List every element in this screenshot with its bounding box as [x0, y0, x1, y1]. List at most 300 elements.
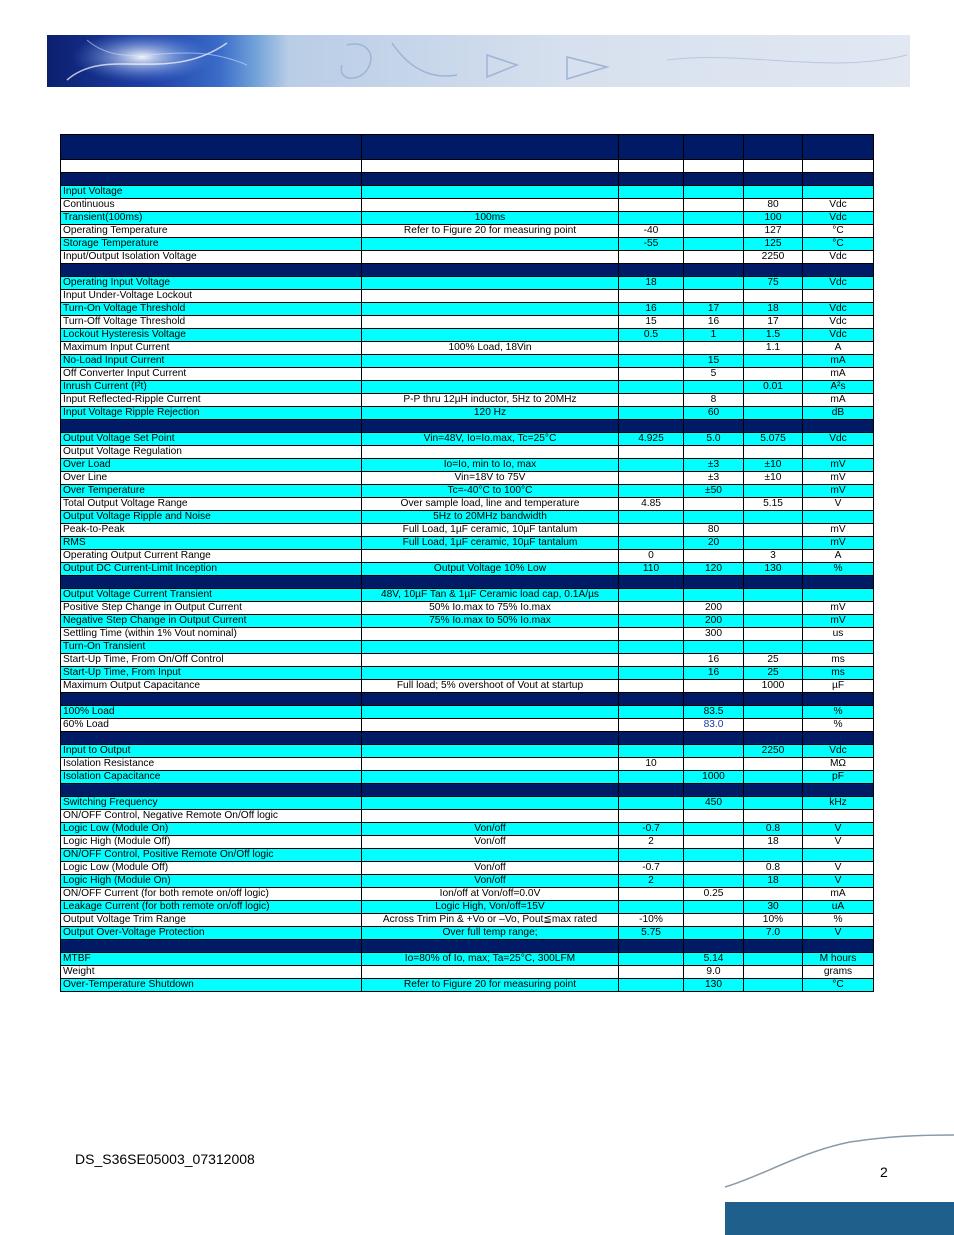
cell-param: Logic High (Module Off) [61, 836, 362, 849]
cell-param: Turn-On Transient [61, 641, 362, 654]
cell-param: Continuous [61, 199, 362, 212]
cell-min [619, 420, 684, 433]
cell-typ [684, 498, 744, 511]
cell-cond [362, 186, 619, 199]
cell-typ [684, 849, 744, 862]
cell-cond: Von/off [362, 875, 619, 888]
cell-max [744, 589, 803, 602]
cell-cond: P-P thru 12µH inductor, 5Hz to 20MHz [362, 394, 619, 407]
cell-min [619, 849, 684, 862]
cell-typ [684, 693, 744, 706]
cell-max: 18 [744, 836, 803, 849]
cell-unit: V [803, 927, 874, 940]
cell-max: 5.075 [744, 433, 803, 446]
cell-typ [684, 875, 744, 888]
cell-param: Isolation Capacitance [61, 771, 362, 784]
cell-typ: ±50 [684, 485, 744, 498]
cell-unit: mA [803, 394, 874, 407]
cell-cond: Io=Io, min to Io, max [362, 459, 619, 472]
banner-graphic [47, 35, 910, 87]
cell-unit [803, 511, 874, 524]
section-header-row [61, 420, 874, 433]
cell-typ [684, 550, 744, 563]
cell-min [619, 693, 684, 706]
cell-min [619, 797, 684, 810]
cell-unit: Vdc [803, 303, 874, 316]
cell-unit [803, 732, 874, 745]
cell-min [619, 290, 684, 303]
cell-unit: M hours [803, 953, 874, 966]
cell-max [744, 576, 803, 589]
cell-min [619, 667, 684, 680]
cell-param: Peak-to-Peak [61, 524, 362, 537]
table-row [61, 615, 874, 628]
table-row [61, 303, 874, 316]
table-row [61, 875, 874, 888]
cell-unit: mV [803, 485, 874, 498]
cell-typ [684, 173, 744, 186]
cell-cond [362, 251, 619, 264]
footer-wave-graphic [720, 1132, 954, 1235]
cell-cond [362, 135, 619, 160]
cell-max [744, 732, 803, 745]
table-row [61, 537, 874, 550]
table-row [61, 589, 874, 602]
cell-param: Input Voltage Ripple Rejection [61, 407, 362, 420]
table-row [61, 953, 874, 966]
cell-typ: 200 [684, 615, 744, 628]
cell-min: -40 [619, 225, 684, 238]
section-header-row [61, 732, 874, 745]
cell-cond: Over full temp range; [362, 927, 619, 940]
cell-min [619, 186, 684, 199]
cell-unit: kHz [803, 797, 874, 810]
cell-max: 25 [744, 654, 803, 667]
cell-typ: 200 [684, 602, 744, 615]
cell-unit: Vdc [803, 212, 874, 225]
table-row [61, 771, 874, 784]
cell-min: 4.925 [619, 433, 684, 446]
header-banner [47, 35, 910, 87]
cell-cond [362, 303, 619, 316]
cell-unit: dB [803, 407, 874, 420]
cell-unit: V [803, 823, 874, 836]
page-number: 2 [880, 1164, 888, 1180]
cell-unit: °C [803, 225, 874, 238]
cell-param: Off Converter Input Current [61, 368, 362, 381]
cell-min: 0.5 [619, 329, 684, 342]
cell-min [619, 953, 684, 966]
cell-max [744, 615, 803, 628]
cell-typ [684, 927, 744, 940]
cell-max: 1.1 [744, 342, 803, 355]
cell-max [744, 940, 803, 953]
cell-cond [362, 771, 619, 784]
cell-cond [362, 940, 619, 953]
table-row [61, 979, 874, 992]
cell-param [61, 135, 362, 160]
cell-param: Maximum Input Current [61, 342, 362, 355]
cell-min [619, 251, 684, 264]
cell-typ [684, 576, 744, 589]
cell-typ: 60 [684, 407, 744, 420]
cell-unit [803, 784, 874, 797]
cell-param: Output Voltage Ripple and Noise [61, 511, 362, 524]
cell-typ [684, 251, 744, 264]
cell-max [744, 784, 803, 797]
cell-cond: Von/off [362, 862, 619, 875]
cell-max: ±10 [744, 459, 803, 472]
cell-cond [362, 810, 619, 823]
cell-max: 0.8 [744, 823, 803, 836]
cell-typ: 0.25 [684, 888, 744, 901]
cell-unit: Vdc [803, 433, 874, 446]
table-row [61, 914, 874, 927]
table-row [61, 212, 874, 225]
cell-unit: mA [803, 355, 874, 368]
cell-max [744, 485, 803, 498]
cell-cond: 120 Hz [362, 407, 619, 420]
cell-cond: Full load; 5% overshoot of Vout at startup [362, 680, 619, 693]
cell-typ [684, 381, 744, 394]
cell-param: Logic Low (Module Off) [61, 862, 362, 875]
table-row [61, 459, 874, 472]
table-row [61, 238, 874, 251]
cell-unit: mV [803, 524, 874, 537]
cell-cond [362, 667, 619, 680]
cell-max [744, 706, 803, 719]
cell-min [619, 355, 684, 368]
cell-min: 0 [619, 550, 684, 563]
cell-param: Leakage Current (for both remote on/off logic) [61, 901, 362, 914]
cell-param [61, 576, 362, 589]
cell-unit: Vdc [803, 316, 874, 329]
cell-unit [803, 940, 874, 953]
cell-max [744, 160, 803, 173]
cell-param: Output Voltage Trim Range [61, 914, 362, 927]
cell-max: 0.01 [744, 381, 803, 394]
cell-max [744, 446, 803, 459]
cell-max [744, 355, 803, 368]
cell-cond: Von/off [362, 823, 619, 836]
cell-max [744, 407, 803, 420]
cell-typ [684, 212, 744, 225]
cell-min [619, 589, 684, 602]
document-id: DS_S36SE05003_07312008 [75, 1151, 255, 1167]
cell-param: Over Line [61, 472, 362, 485]
cell-unit: V [803, 875, 874, 888]
cell-max [744, 628, 803, 641]
cell-max [744, 135, 803, 160]
cell-min [619, 810, 684, 823]
cell-unit [803, 290, 874, 303]
cell-cond [362, 849, 619, 862]
cell-cond [362, 173, 619, 186]
cell-cond [362, 654, 619, 667]
cell-min: -55 [619, 238, 684, 251]
cell-cond [362, 277, 619, 290]
table-row [61, 706, 874, 719]
cell-min: 10 [619, 758, 684, 771]
cell-typ: 5.14 [684, 953, 744, 966]
cell-unit: Vdc [803, 745, 874, 758]
cell-max [744, 602, 803, 615]
cell-min [619, 537, 684, 550]
cell-cond [362, 550, 619, 563]
cell-max [744, 953, 803, 966]
cell-cond [362, 719, 619, 732]
cell-min: 18 [619, 277, 684, 290]
table-row [61, 277, 874, 290]
cell-typ [684, 732, 744, 745]
cell-typ: 8 [684, 394, 744, 407]
cell-cond [362, 290, 619, 303]
cell-unit: % [803, 719, 874, 732]
table-row [61, 394, 874, 407]
cell-cond [362, 797, 619, 810]
cell-param: Start-Up Time, From Input [61, 667, 362, 680]
section-header-row [61, 173, 874, 186]
cell-cond: Io=80% of Io, max; Ta=25°C, 300LFM [362, 953, 619, 966]
cell-param: Storage Temperature [61, 238, 362, 251]
cell-param: Isolation Resistance [61, 758, 362, 771]
table-row [61, 342, 874, 355]
cell-typ [684, 342, 744, 355]
cell-cond [362, 576, 619, 589]
cell-min [619, 368, 684, 381]
cell-typ [684, 901, 744, 914]
cell-unit: V [803, 862, 874, 875]
cell-unit [803, 693, 874, 706]
cell-max: 130 [744, 563, 803, 576]
cell-param [61, 160, 362, 173]
cell-cond [362, 238, 619, 251]
cell-unit: Vdc [803, 329, 874, 342]
cell-max: 0.8 [744, 862, 803, 875]
cell-min: 15 [619, 316, 684, 329]
table-row [61, 810, 874, 823]
cell-max [744, 719, 803, 732]
cell-min [619, 472, 684, 485]
cell-max [744, 693, 803, 706]
cell-typ: ±3 [684, 472, 744, 485]
table-header-row [61, 135, 874, 160]
cell-param: No-Load Input Current [61, 355, 362, 368]
cell-param [61, 693, 362, 706]
cell-typ: 16 [684, 316, 744, 329]
cell-unit: °C [803, 238, 874, 251]
cell-param: Output Over-Voltage Protection [61, 927, 362, 940]
table-row [61, 433, 874, 446]
cell-param: ON/OFF Control, Positive Remote On/Off logic [61, 849, 362, 862]
cell-unit: Vdc [803, 251, 874, 264]
cell-param: Output DC Current-Limit Inception [61, 563, 362, 576]
cell-cond [362, 745, 619, 758]
table-row [61, 290, 874, 303]
cell-param: ON/OFF Current (for both remote on/off logic) [61, 888, 362, 901]
cell-unit: % [803, 563, 874, 576]
cell-min [619, 381, 684, 394]
cell-typ: 9.0 [684, 966, 744, 979]
cell-max [744, 797, 803, 810]
cell-typ: 20 [684, 537, 744, 550]
cell-unit: mV [803, 459, 874, 472]
cell-unit: µF [803, 680, 874, 693]
cell-max [744, 524, 803, 537]
cell-cond [362, 420, 619, 433]
cell-param: Output Voltage Current Transient [61, 589, 362, 602]
cell-typ [684, 446, 744, 459]
cell-param: Operating Output Current Range [61, 550, 362, 563]
cell-min [619, 394, 684, 407]
cell-unit: V [803, 498, 874, 511]
cell-param: 60% Load [61, 719, 362, 732]
cell-typ: 120 [684, 563, 744, 576]
cell-cond: Logic High, Von/off=15V [362, 901, 619, 914]
cell-param: Input Reflected-Ripple Current [61, 394, 362, 407]
table-row [61, 823, 874, 836]
cell-unit: V [803, 836, 874, 849]
cell-param: Operating Input Voltage [61, 277, 362, 290]
cell-min [619, 576, 684, 589]
cell-typ: 16 [684, 667, 744, 680]
cell-cond [362, 966, 619, 979]
cell-max [744, 849, 803, 862]
cell-cond [362, 316, 619, 329]
table-row [61, 225, 874, 238]
cell-param: Logic Low (Module On) [61, 823, 362, 836]
table-row [61, 719, 874, 732]
table-row [61, 472, 874, 485]
table-row [61, 745, 874, 758]
cell-cond: Refer to Figure 20 for measuring point [362, 225, 619, 238]
cell-param: RMS [61, 537, 362, 550]
cell-typ [684, 264, 744, 277]
cell-unit: A [803, 342, 874, 355]
cell-param: Output Voltage Regulation [61, 446, 362, 459]
cell-typ: ±3 [684, 459, 744, 472]
cell-typ [684, 784, 744, 797]
cell-unit [803, 160, 874, 173]
cell-unit: % [803, 914, 874, 927]
cell-max: 100 [744, 212, 803, 225]
table-row [61, 381, 874, 394]
section-header-row [61, 940, 874, 953]
cell-typ: 83.0 [684, 719, 744, 732]
cell-min [619, 628, 684, 641]
cell-min [619, 940, 684, 953]
cell-cond [362, 641, 619, 654]
table-row [61, 550, 874, 563]
cell-param [61, 732, 362, 745]
cell-typ [684, 758, 744, 771]
cell-typ: 17 [684, 303, 744, 316]
cell-typ: 80 [684, 524, 744, 537]
cell-param: Input/Output Isolation Voltage [61, 251, 362, 264]
section-header-row [61, 784, 874, 797]
cell-max [744, 394, 803, 407]
cell-cond: Across Trim Pin & +Vo or –Vo, Pout≦max rated [362, 914, 619, 927]
cell-typ [684, 135, 744, 160]
cell-min [619, 135, 684, 160]
table-row [61, 251, 874, 264]
cell-unit [803, 264, 874, 277]
cell-min [619, 966, 684, 979]
cell-min: -10% [619, 914, 684, 927]
cell-max: 1.5 [744, 329, 803, 342]
cell-unit: % [803, 706, 874, 719]
cell-max [744, 368, 803, 381]
cell-unit: Vdc [803, 277, 874, 290]
cell-unit: A [803, 550, 874, 563]
cell-max [744, 758, 803, 771]
table-row [61, 901, 874, 914]
cell-typ [684, 589, 744, 602]
cell-typ: 15 [684, 355, 744, 368]
cell-param: Start-Up Time, From On/Off Control [61, 654, 362, 667]
cell-cond: Vin=18V to 75V [362, 472, 619, 485]
table-row [61, 511, 874, 524]
cell-max [744, 511, 803, 524]
cell-unit: mV [803, 602, 874, 615]
cell-unit [803, 420, 874, 433]
cell-param: Transient(100ms) [61, 212, 362, 225]
cell-min [619, 654, 684, 667]
table-row [61, 368, 874, 381]
cell-typ [684, 277, 744, 290]
cell-cond: 100ms [362, 212, 619, 225]
table-row [61, 888, 874, 901]
cell-unit: grams [803, 966, 874, 979]
cell-min [619, 706, 684, 719]
cell-cond [362, 784, 619, 797]
cell-min [619, 641, 684, 654]
cell-param [61, 940, 362, 953]
blank-row [61, 160, 874, 173]
cell-max: 25 [744, 667, 803, 680]
table-row [61, 316, 874, 329]
cell-cond [362, 381, 619, 394]
cell-min [619, 199, 684, 212]
cell-max: 30 [744, 901, 803, 914]
cell-cond [362, 693, 619, 706]
cell-max: 125 [744, 238, 803, 251]
cell-min [619, 446, 684, 459]
cell-min [619, 732, 684, 745]
table-row [61, 602, 874, 615]
cell-unit: ms [803, 654, 874, 667]
cell-param: Lockout Hysteresis Voltage [61, 329, 362, 342]
cell-typ [684, 862, 744, 875]
cell-unit [803, 186, 874, 199]
table-row [61, 667, 874, 680]
table-row [61, 329, 874, 342]
cell-typ [684, 836, 744, 849]
table-row [61, 862, 874, 875]
cell-cond: Tc=-40°C to 100°C [362, 485, 619, 498]
cell-max [744, 888, 803, 901]
cell-min [619, 784, 684, 797]
cell-typ: 83.5 [684, 706, 744, 719]
cell-cond: 100% Load, 18Vin [362, 342, 619, 355]
cell-min [619, 212, 684, 225]
cell-unit: mV [803, 615, 874, 628]
cell-min [619, 979, 684, 992]
cell-max [744, 771, 803, 784]
cell-param: Input to Output [61, 745, 362, 758]
cell-param: Positive Step Change in Output Current [61, 602, 362, 615]
cell-cond [362, 758, 619, 771]
